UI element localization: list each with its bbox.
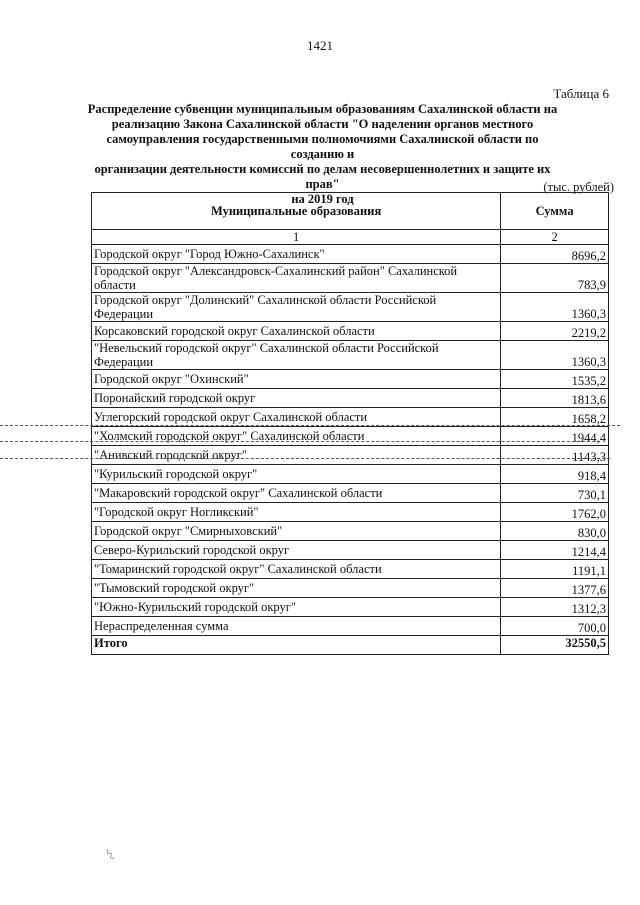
table-row [92, 370, 609, 389]
subvention-table [91, 192, 609, 655]
table-row [92, 522, 609, 541]
row-municipality: Городской округ "Александровск-Сахалинский район" Сахалинской области [92, 264, 501, 293]
row-municipality: "Городской округ Ногликский" [92, 503, 501, 522]
total-row [92, 636, 609, 655]
table-row [92, 579, 609, 598]
table-row [92, 503, 609, 522]
row-municipality: "Томаринский городской округ" Сахалинской области [92, 560, 501, 579]
table-row [92, 264, 609, 293]
table-row [92, 465, 609, 484]
row-municipality: Городской округ "Город Южно-Сахалинск" [92, 245, 501, 264]
row-municipality: "Невельский городской округ" Сахалинской области Российской Федерации [92, 341, 501, 370]
column-number-row [92, 230, 609, 245]
table-row [92, 617, 609, 636]
row-sum: 1658,2 [501, 408, 609, 427]
row-municipality: "Макаровский городской округ" Сахалинской области [92, 484, 501, 503]
row-municipality: Нераспределенная сумма [92, 617, 501, 636]
scan-mark: 〰 [100, 845, 119, 864]
total-sum: 32550,5 [501, 636, 609, 655]
row-municipality: Корсаковский городской округ Сахалинской области [92, 322, 501, 341]
row-municipality: "Анивский городской округ" [92, 446, 501, 465]
row-sum: 1214,4 [501, 541, 609, 560]
row-municipality: "Тымовский городской округ" [92, 579, 501, 598]
scan-artifact-line [0, 425, 620, 426]
title-line: организации деятельности комиссий по делам несовершеннолетних и защите их прав" [94, 162, 551, 191]
table-row [92, 427, 609, 446]
row-municipality: Поронайский городской округ [92, 389, 501, 408]
row-sum: 1312,3 [501, 598, 609, 617]
table-row [92, 560, 609, 579]
row-sum: 1944,4 [501, 427, 609, 446]
title-line: на 2019 год [291, 192, 354, 206]
row-municipality: "Курильский городской округ" [92, 465, 501, 484]
row-sum: 730,1 [501, 484, 609, 503]
row-sum: 2219,2 [501, 322, 609, 341]
column-number-1: 1 [92, 230, 501, 245]
table-row [92, 446, 609, 465]
row-municipality: Городской округ "Долинский" Сахалинской области Российской Федерации [92, 293, 501, 322]
row-sum: 1360,3 [501, 293, 609, 322]
row-sum: 1813,6 [501, 389, 609, 408]
total-label: Итого [92, 636, 501, 655]
row-sum: 700,0 [501, 617, 609, 636]
row-sum: 8696,2 [501, 245, 609, 264]
title-line: Распределение субвенции муниципальным образованиям Сахалинской области на [87, 102, 558, 116]
row-sum: 1191,1 [501, 560, 609, 579]
scan-artifact-line [0, 458, 610, 459]
row-sum: 1143,3 [501, 446, 609, 465]
row-municipality: "Холмский городской округ" Сахалинской области [92, 427, 501, 446]
table-row [92, 293, 609, 322]
row-municipality: Городской округ "Смирныховский" [92, 522, 501, 541]
table-row [92, 408, 609, 427]
units-label: (тыс. рублей) [543, 180, 614, 194]
title-line: самоуправления государственными полномочиями Сахалинской области по созданию и [106, 132, 539, 161]
row-municipality: Углегорский городской округ Сахалинской области [92, 408, 501, 427]
scan-artifact-line [0, 441, 600, 442]
row-municipality: Городской округ "Охинский" [92, 370, 501, 389]
table-row [92, 245, 609, 264]
table-row [92, 341, 609, 370]
row-municipality: "Южно-Курильский городской округ" [92, 598, 501, 617]
table-label: Таблица 6 [553, 86, 609, 101]
row-sum: 1535,2 [501, 370, 609, 389]
table-row [92, 322, 609, 341]
header-name: Муниципальные образования [92, 193, 501, 230]
header-sum: Сумма [501, 193, 609, 230]
table-body [92, 245, 609, 636]
table-row [92, 541, 609, 560]
row-sum: 1360,3 [501, 341, 609, 370]
row-sum: 1762,0 [501, 503, 609, 522]
table-row [92, 598, 609, 617]
page-number: 1421 [307, 38, 333, 53]
row-sum: 783,9 [501, 264, 609, 293]
table-row [92, 389, 609, 408]
title-line: реализацию Закона Сахалинской области "О наделении органов местного [111, 117, 534, 131]
table-row [92, 484, 609, 503]
row-municipality: Северо-Курильский городской округ [92, 541, 501, 560]
column-number-2: 2 [501, 230, 609, 245]
row-sum: 918,4 [501, 465, 609, 484]
row-sum: 1377,6 [501, 579, 609, 598]
header-row [92, 193, 609, 230]
row-sum: 830,0 [501, 522, 609, 541]
